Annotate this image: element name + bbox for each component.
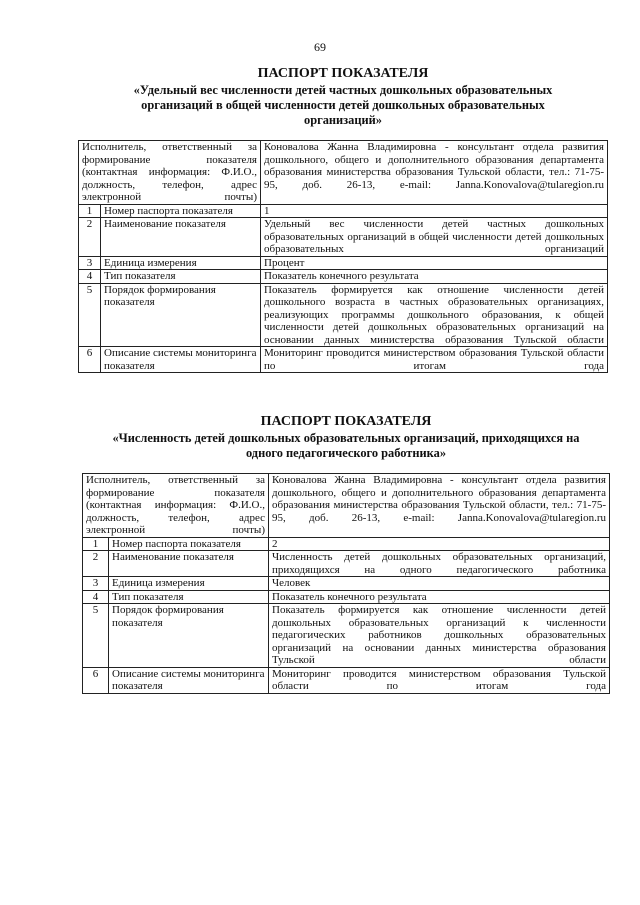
row-number: 2 — [79, 218, 101, 257]
row-number: 5 — [79, 283, 101, 347]
row-name: Описание системы мониторинга показателя — [101, 347, 261, 373]
executor-value: Коновалова Жанна Владимировна - консультант отдела развития дошкольного, общего и дополнительного образования департамента образования министерства образования Тульской области, тел.: 71-75-95, доб. 26-13, e-mail: Janna.Konovalova@tularegion.ru — [261, 141, 608, 205]
row-value: Показатель формируется как отношение численности детей дошкольных образовательных организаций к численности педагогических работников дошкольных образовательных организаций на основании данных министерства образования Тульской области — [269, 604, 610, 668]
table-row — [79, 204, 608, 218]
row-name: Номер паспорта показателя — [101, 204, 261, 218]
passport-1-table — [78, 140, 608, 373]
passport-1-subtitle: «Удельный вес численности детей частных дошкольных образовательных организаций в общей численности детей дошкольных образовательных организаций» — [133, 83, 553, 127]
row-number: 4 — [79, 270, 101, 284]
table-row — [83, 551, 610, 577]
row-name: Наименование показателя — [101, 218, 261, 257]
row-value: Мониторинг проводится министерством образования Тульской области по итогам года — [269, 667, 610, 693]
table-row — [79, 283, 608, 347]
passport-1-title: ПАСПОРТ ПОКАЗАТЕЛЯ — [257, 66, 429, 81]
table-row — [83, 667, 610, 693]
executor-label: Исполнитель, ответственный за формирование показателя (контактная информация: Ф.И.О., должность, телефон, адрес электронной почты) — [83, 474, 269, 538]
passport-2-subtitle: «Численность детей дошкольных образовательных организаций, приходящихся на одного педагогического работника» — [112, 431, 580, 460]
passport-2-title: ПАСПОРТ ПОКАЗАТЕЛЯ — [260, 414, 432, 429]
row-number: 6 — [83, 667, 109, 693]
table-row — [79, 218, 608, 257]
row-number: 2 — [83, 551, 109, 577]
passport-2-table — [82, 473, 610, 694]
table-row — [83, 577, 610, 591]
row-value: Показатель формируется как отношение численности детей дошкольного возраста в частных образовательных организациях, реализующих программы дошкольного образования, к общей численности детей дошкольных образовательных организаций на основании данных министерства образования Тульской области — [261, 283, 608, 347]
row-value: 1 — [261, 204, 608, 218]
table-row — [79, 347, 608, 373]
row-number: 4 — [83, 590, 109, 604]
row-number: 3 — [79, 256, 101, 270]
row-value: Мониторинг проводится министерством образования Тульской области по итогам года — [261, 347, 608, 373]
row-number: 6 — [79, 347, 101, 373]
table-row — [83, 604, 610, 668]
row-number: 3 — [83, 577, 109, 591]
row-name: Тип показателя — [101, 270, 261, 284]
row-name: Порядок формирования показателя — [109, 604, 269, 668]
table-row — [83, 537, 610, 551]
executor-label: Исполнитель, ответственный за формирование показателя (контактная информация: Ф.И.О., должность, телефон, адрес электронной почты) — [79, 141, 261, 205]
page-number: 69 — [314, 40, 326, 54]
row-value: Численность детей дошкольных образовательных организаций, приходящихся на одного педагогического работника — [269, 551, 610, 577]
row-number: 5 — [83, 604, 109, 668]
row-value: Процент — [261, 256, 608, 270]
row-name: Номер паспорта показателя — [109, 537, 269, 551]
row-number: 1 — [79, 204, 101, 218]
row-name: Порядок формирования показателя — [101, 283, 261, 347]
row-value: Удельный вес численности детей частных дошкольных образовательных организаций в общей численности детей дошкольных образовательных организаций — [261, 218, 608, 257]
table-row — [79, 141, 608, 205]
row-value: Человек — [269, 577, 610, 591]
passport-1 — [78, 66, 608, 373]
row-name: Наименование показателя — [109, 551, 269, 577]
table-row — [79, 270, 608, 284]
row-name: Тип показателя — [109, 590, 269, 604]
table-row — [83, 474, 610, 538]
passport-2 — [82, 414, 610, 694]
table-row — [79, 256, 608, 270]
row-name: Единица измерения — [109, 577, 269, 591]
table-row — [83, 590, 610, 604]
row-name: Описание системы мониторинга показателя — [109, 667, 269, 693]
row-value: 2 — [269, 537, 610, 551]
row-name: Единица измерения — [101, 256, 261, 270]
row-value: Показатель конечного результата — [261, 270, 608, 284]
executor-value: Коновалова Жанна Владимировна - консультант отдела развития дошкольного, общего и дополнительного образования департамента образования министерства образования Тульской области, тел.: 71-75-95, доб. 26-13, e-mail: Janna.Konovalova@tularegion.ru — [269, 474, 610, 538]
row-number: 1 — [83, 537, 109, 551]
row-value: Показатель конечного результата — [269, 590, 610, 604]
